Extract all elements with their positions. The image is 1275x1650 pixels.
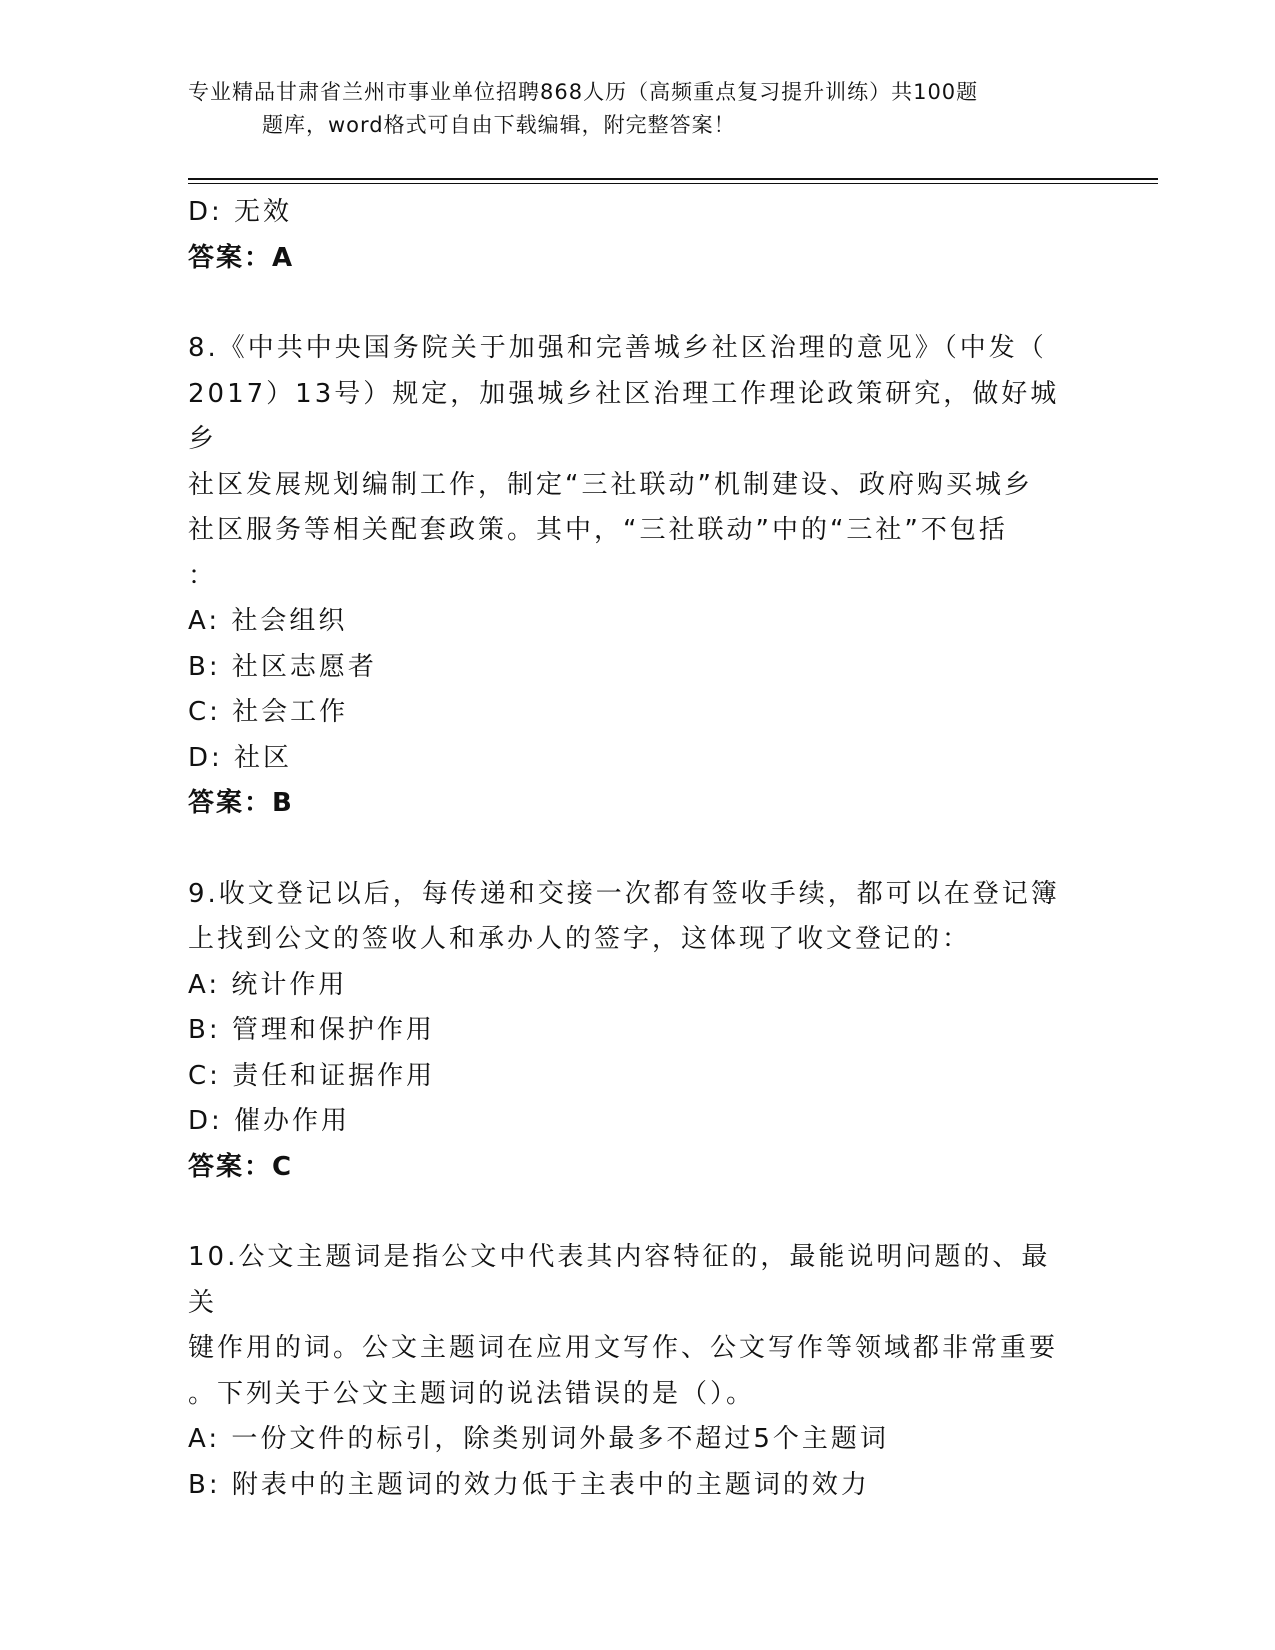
- question-content: [188, 190, 1068, 1508]
- question-8-option-b: B: 社区志愿者: [188, 651, 377, 682]
- question-8-option-c: C: 社会工作: [188, 697, 349, 727]
- question-9-option-c: C: 责任和证据作用: [188, 1060, 436, 1091]
- header-divider-thin: [188, 183, 1158, 184]
- question-9-option-b: B: 管理和保护作用: [188, 1015, 435, 1045]
- question-10-option-a: A: 一份文件的标引，除类别词外最多不超过5个主题词: [188, 1424, 889, 1454]
- question-8-line: ：: [188, 560, 218, 591]
- header-title-line2: 题库，word格式可自由下载编辑，附完整答案！: [262, 113, 736, 137]
- question-8-line: 社区发展规划编制工作，制定“三社联动”机制建设、政府购买城乡: [188, 469, 1033, 500]
- question-9-option-d: D: 催办作用: [188, 1106, 351, 1136]
- question-9-line: 上找到公文的签收人和承办人的签字，这体现了收文登记的：: [188, 924, 972, 954]
- question-10-line: 键作用的词。公文主题词在应用文写作、公文写作等领域都非常重要: [188, 1333, 1059, 1363]
- question-8-line: 8.《中共中央国务院关于加强和完善城乡社区治理的意见》（中发（: [188, 333, 1047, 363]
- question-9-line: 9.收文登记以后，每传递和交接一次都有签收手续，都可以在登记簿: [188, 878, 1060, 909]
- question-9-answer: 答案：C: [188, 1151, 294, 1182]
- question-9: [188, 872, 1068, 1191]
- question-10-line: 10.公文主题词是指公文中代表其内容特征的，最能说明问题的、最关: [188, 1242, 1051, 1318]
- question-8-answer: 答案：B: [188, 788, 294, 818]
- question-10-option-b: B: 附表中的主题词的效力低于主表中的主题词的效力: [188, 1469, 870, 1500]
- question-8-line: 2017）13号）规定，加强城乡社区治理工作理论政策研究，做好城乡: [188, 378, 1060, 454]
- prev-answer: 答案：A: [188, 242, 295, 273]
- question-8-option-a: A: 社会组织: [188, 606, 348, 636]
- page-header: [188, 76, 1088, 142]
- question-10: [188, 1235, 1068, 1508]
- header-title-line1: 专业精品甘肃省兰州市事业单位招聘868人历（高频重点复习提升训练）共100题: [188, 80, 979, 104]
- question-9-option-a: A: 统计作用: [188, 969, 348, 1000]
- prev-option-d: D: 无效: [188, 197, 293, 227]
- question-10-line: 。下列关于公文主题词的说法错误的是（）。: [188, 1378, 756, 1409]
- header-divider-thick: [188, 178, 1158, 180]
- question-8: [188, 326, 1068, 827]
- spacer: [188, 1190, 1068, 1235]
- spacer: [188, 281, 1068, 326]
- spacer: [188, 827, 1068, 872]
- question-8-option-d: D: 社区: [188, 742, 293, 773]
- question-8-line: 社区服务等相关配套政策。其中，“三社联动”中的“三社”不包括: [188, 515, 1008, 545]
